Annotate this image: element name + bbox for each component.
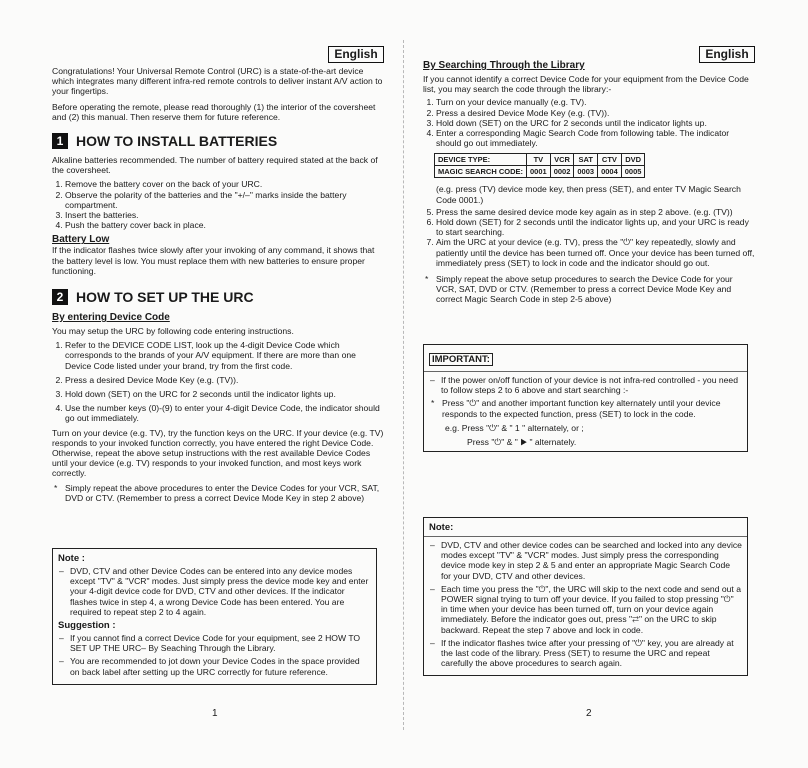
list-item: * Simply repeat the above setup procedures to search the Device Code for your VCR, SAT, DVD or CTV. (Remember to press a correct Device Mode Key and correct Magic Search Code in step 2-5 above) (436, 274, 755, 305)
list-item: 3. Hold down (SET) on the URC for 2 seconds until the indicator lights up. (436, 118, 755, 128)
paragraph: (e.g. press (TV) device mode key, then press (SET), and enter TV Magic Search Code 0001.) (436, 184, 741, 205)
list-item: – DVD, CTV and other device codes can be searched and locked into any device modes except "TV" & "VCR" modes. Just simply press the corresponding device mode key in step 2 & 5 and enter an appropriate Magic Search Code for your DVD, CTV and other devices. (441, 540, 742, 581)
table-cell: DVD (621, 154, 645, 166)
table-cell: DEVICE TYPE: (435, 154, 527, 166)
magic-search-table (434, 153, 645, 178)
table-cell: 0004 (598, 166, 622, 178)
note-box (423, 517, 748, 676)
section-setup (52, 289, 384, 503)
language-label: English (328, 46, 384, 63)
section-number: 2 (52, 289, 68, 305)
subheading: By entering Device Code (52, 312, 170, 323)
list-item: – Each time you press the "⏻", the URC will skip to the next code and send out a POWER signal trying to turn off your device. If you failed to stop pressing "⏻" in time when your device has been turned off, turn on your device again immediately. Before the indicator goes out, press "⇄" on the URC to skip backward. Repeat the step 7 above and lock in code. (441, 584, 742, 635)
table-cell: VCR (550, 154, 574, 166)
note-list (429, 540, 742, 668)
paragraph: Turn on your device (e.g. TV), try the function keys on the URC. If your device (e.g. TV) responds to your invoked function correctly, you have entered the right Device Code. Otherwise, repeat the above setup instructions with the rest available Device Codes until your device (e.g. TV) responds to your invoked function, and most keys work correctly. (52, 427, 384, 479)
note-box (52, 548, 377, 685)
section-number: 1 (52, 133, 68, 149)
list-item: 1. Refer to the DEVICE CODE LIST, look up the 4-digit Device Code which corresponds to the brands of your A/V equipment. If there are more than one Device Code listed under your brand, try from the first code. (65, 340, 384, 371)
table-cell: SAT (574, 154, 598, 166)
star-list (429, 398, 742, 418)
table-cell: 0003 (574, 166, 598, 178)
note-title: Note : (58, 553, 85, 564)
divider (424, 536, 747, 537)
table-cell: CTV (598, 154, 622, 166)
language-label: English (699, 46, 755, 63)
section-title: HOW TO SET UP THE URC (76, 289, 254, 305)
list-item: 1. Remove the battery cover on the back of your URC. (65, 179, 384, 189)
table-cell: MAGIC SEARCH CODE: (435, 166, 527, 178)
list-item: 6. Hold down (SET) for 2 seconds until the indicator lights up, and your URC is ready to start searching. (436, 217, 755, 237)
page-number: 1 (212, 708, 218, 719)
intro-paragraph: Congratulations! Your Universal Remote Control (URC) is a state-of-the-art device which integrates many different infra-red remote controls to deliver instant A/V action to your fingertips. (52, 66, 383, 97)
star-list (423, 274, 755, 305)
list-item: * Simply repeat the above procedures to enter the Device Codes for your VCR, SAT, DVD or CTV. (Remember to press a correct Device Mode Key in step 2 above) (65, 483, 384, 503)
suggestion-list (58, 633, 371, 677)
page-fold (403, 40, 404, 730)
steps-list (52, 179, 384, 230)
list-item: 5. Press the same desired device mode key again as in step 2 above. (e.g. (TV)) (436, 207, 755, 217)
list-item: 4. Use the number keys (0)-(9) to enter your 4-digit Device Code, the indicator should go out immediately. (65, 403, 384, 423)
list-item: 2. Observe the polarity of the batteries and the "+/–" marks inside the battery compartment. (65, 190, 384, 210)
table-cell: 0005 (621, 166, 645, 178)
steps-list (52, 340, 384, 423)
important-list (429, 375, 742, 395)
list-item: 4. Enter a corresponding Magic Search Code from following table. The indicator should go out immediately. (436, 128, 755, 148)
divider (424, 371, 747, 372)
list-item: 2. Press a desired Device Mode Key (e.g. (TV)). (436, 108, 755, 118)
page-number: 2 (586, 708, 592, 719)
paragraph: If you cannot identify a correct Device Code for your equipment from the Device Code list, you may search the code through the library:- (423, 74, 749, 95)
table-cell: 0002 (550, 166, 574, 178)
intro-paragraph: Before operating the remote, please read thoroughly (1) the interior of the coversheet and (2) this manual. Then reserve them for future reference. (52, 101, 376, 122)
important-title: IMPORTANT: (429, 353, 493, 366)
paragraph: You may setup the URC by following code entering instructions. (52, 326, 294, 336)
section-batteries (52, 133, 384, 276)
table-cell: 0001 (527, 166, 551, 178)
list-item: 3. Insert the batteries. (65, 210, 384, 220)
example-line: Press "⏻" & " ▶ " alternately. (467, 437, 577, 448)
star-list (52, 483, 384, 503)
list-item: – If the power on/off function of your device is not infra-red controlled - you need to follow steps 2 to 6 above and start searching :- (441, 375, 742, 395)
table-cell: TV (527, 154, 551, 166)
list-item: 1. Turn on your device manually (e.g. TV). (436, 97, 755, 107)
subheading: Battery Low (52, 234, 110, 246)
list-item: – DVD, CTV and other Device Codes can be entered into any device modes except "TV" & "VCR" modes. Just simply press the device mode key and enter your 4-digit device code for DVD, CTV and other devices. If the indicator flashes twice in step 4, a wrong Device Code has been entered. You are required to repeat step 2 to 4 again. (70, 566, 371, 617)
suggestion-title: Suggestion : (58, 620, 116, 632)
section-title: HOW TO INSTALL BATTERIES (76, 133, 278, 149)
important-box (423, 344, 748, 452)
example-line: e.g. Press "⏻" & " 1 " alternately, or ; (445, 422, 584, 433)
section-heading (52, 289, 384, 305)
list-item: – If you cannot find a correct Device Code for your equipment, see 2 HOW TO SET UP THE URC– By Seaching Through the Library. (70, 633, 371, 653)
paragraph: If the indicator flashes twice slowly after your invoking of any command, it shows that the battery level is low. You must replace them with new batteries to ensure proper functioning. (52, 245, 375, 276)
list-item: 3. Hold down (SET) on the URC for 2 seconds until the indicator lights up. (65, 389, 384, 399)
table-row (435, 154, 645, 166)
steps-list (423, 207, 755, 268)
list-item: 2. Press a desired Device Mode Key (e.g. (TV)). (65, 375, 384, 385)
table-row (435, 166, 645, 178)
note-list (58, 566, 371, 617)
paragraph: Alkaline batteries recommended. The number of battery required stated at the back of the coversheet. (52, 155, 378, 176)
list-item: – If the indicator flashes twice after your pressing of "⏻" key, you are already at the last code of the library. Press (SET) to resume the URC and repeat carefully the above procedures to search again. (441, 638, 742, 669)
note-title: Note: (429, 522, 454, 533)
subheading: By Searching Through the Library (423, 60, 585, 71)
section-search (423, 60, 755, 305)
steps-list (423, 97, 755, 148)
list-item: * Press "⏻" and another important function key alternately until your device responds to the expected function, press (SET) to lock in the code. (442, 398, 742, 418)
section-heading (52, 133, 384, 149)
list-item: – You are recommended to jot down your Device Codes in the space provided on back label after setting up the URC correctly for future reference. (70, 656, 371, 676)
list-item: 7. Aim the URC at your device (e.g. TV), press the "⏻" key repeatedly, slowly and patiently until the device has been turned off. Once your device has been turned off, immediately press (SET) to lock in code and the indicator should go out. (436, 237, 755, 268)
list-item: 4. Push the battery cover back in place. (65, 220, 384, 230)
intro (52, 66, 384, 122)
